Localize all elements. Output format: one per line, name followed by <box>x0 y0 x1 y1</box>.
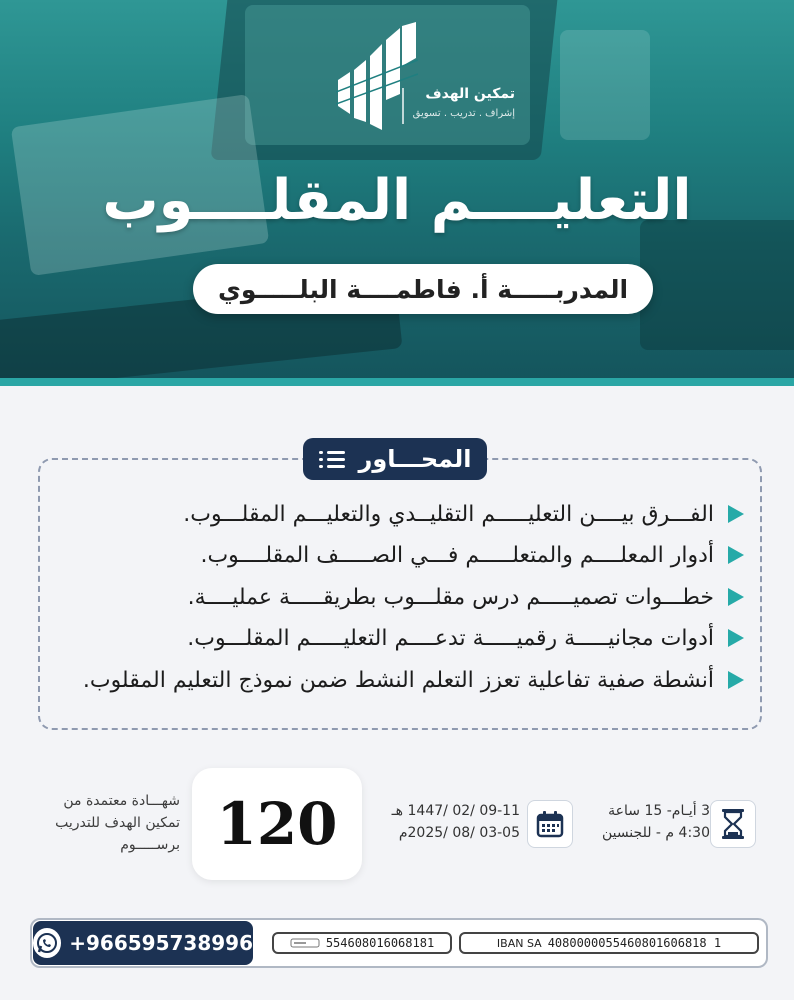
duration <box>585 800 710 844</box>
cert-line: تمكين الهدف للتدريب <box>55 815 180 831</box>
cert-line: برســـــوم <box>120 837 180 853</box>
arrow-icon <box>728 546 744 564</box>
hourglass-card <box>710 800 756 848</box>
axes-heading <box>303 438 487 480</box>
iban-number: 4080000055460801606818 1 <box>547 936 722 950</box>
axis-item <box>44 579 744 615</box>
axis-text: أدوات مجانيـــــة رقميـــــة تدعــــم التعليـــــم المقلـــوب. <box>187 625 714 651</box>
axis-text: خطـــوات تصميـــــم درس مقلـــوب بطريقـــــة عمليــــة. <box>187 584 714 610</box>
axis-text: أنشطة صفية تفاعلية تعزز التعلم النشط ضمن نموذج التعليم المقلوب. <box>82 667 714 693</box>
whatsapp-number: +966595738996 <box>69 931 253 955</box>
axis-item <box>44 662 744 698</box>
calendar-card <box>527 800 573 848</box>
price-value: 120 <box>216 790 338 858</box>
axis-item <box>44 496 744 532</box>
account-number: 554608016068181 <box>325 936 435 950</box>
certificate-note <box>40 790 180 856</box>
arrow-icon <box>728 505 744 523</box>
account-pill <box>272 932 452 954</box>
logo-divider <box>402 88 404 124</box>
course-title: التعليــــم المقلــــوب <box>102 168 692 233</box>
whatsapp-button[interactable] <box>33 921 253 965</box>
date-gregorian: 03-05 /08 /2025م <box>398 825 520 841</box>
date-hijri: 09-11 /02 /1447 هـ <box>391 803 520 819</box>
cert-line: شهـــادة معتمدة من <box>63 793 180 809</box>
trainer-badge <box>193 264 653 314</box>
calendar-icon <box>535 809 565 839</box>
arrow-icon <box>728 671 744 689</box>
hourglass-icon <box>719 808 747 840</box>
whatsapp-icon <box>33 928 61 958</box>
axis-text: أدوار المعلــــم والمتعلـــــم فـــي الصـــــف المقلــــوب. <box>200 542 714 568</box>
arrow-icon <box>728 629 744 647</box>
brand-tagline: إشراف . تدريب . تسويق <box>412 108 515 119</box>
price-box <box>192 768 362 880</box>
brand-name: تمكين الهدف <box>425 86 515 102</box>
list-icon <box>319 450 345 468</box>
duration-time: 4:30 م - للجنسين <box>601 825 710 841</box>
axes-heading-label: المحـــاور <box>358 445 472 473</box>
axis-text: الفـــرق بيــــن التعليـــــم التقليــدي والتعليـــم المقلـــوب. <box>183 501 714 527</box>
arrow-icon <box>728 588 744 606</box>
axis-item <box>44 620 744 656</box>
duration-days: 3 أيـام- 15 ساعة <box>608 803 710 819</box>
iban-pill <box>459 932 759 954</box>
axis-item <box>44 537 744 573</box>
bank-icon <box>290 936 320 950</box>
trainer-name: المدربـــــة أ. فاطمــــة البلـــــوي <box>217 274 629 304</box>
iban-label: IBAN SA <box>496 936 542 950</box>
dates <box>370 800 520 844</box>
